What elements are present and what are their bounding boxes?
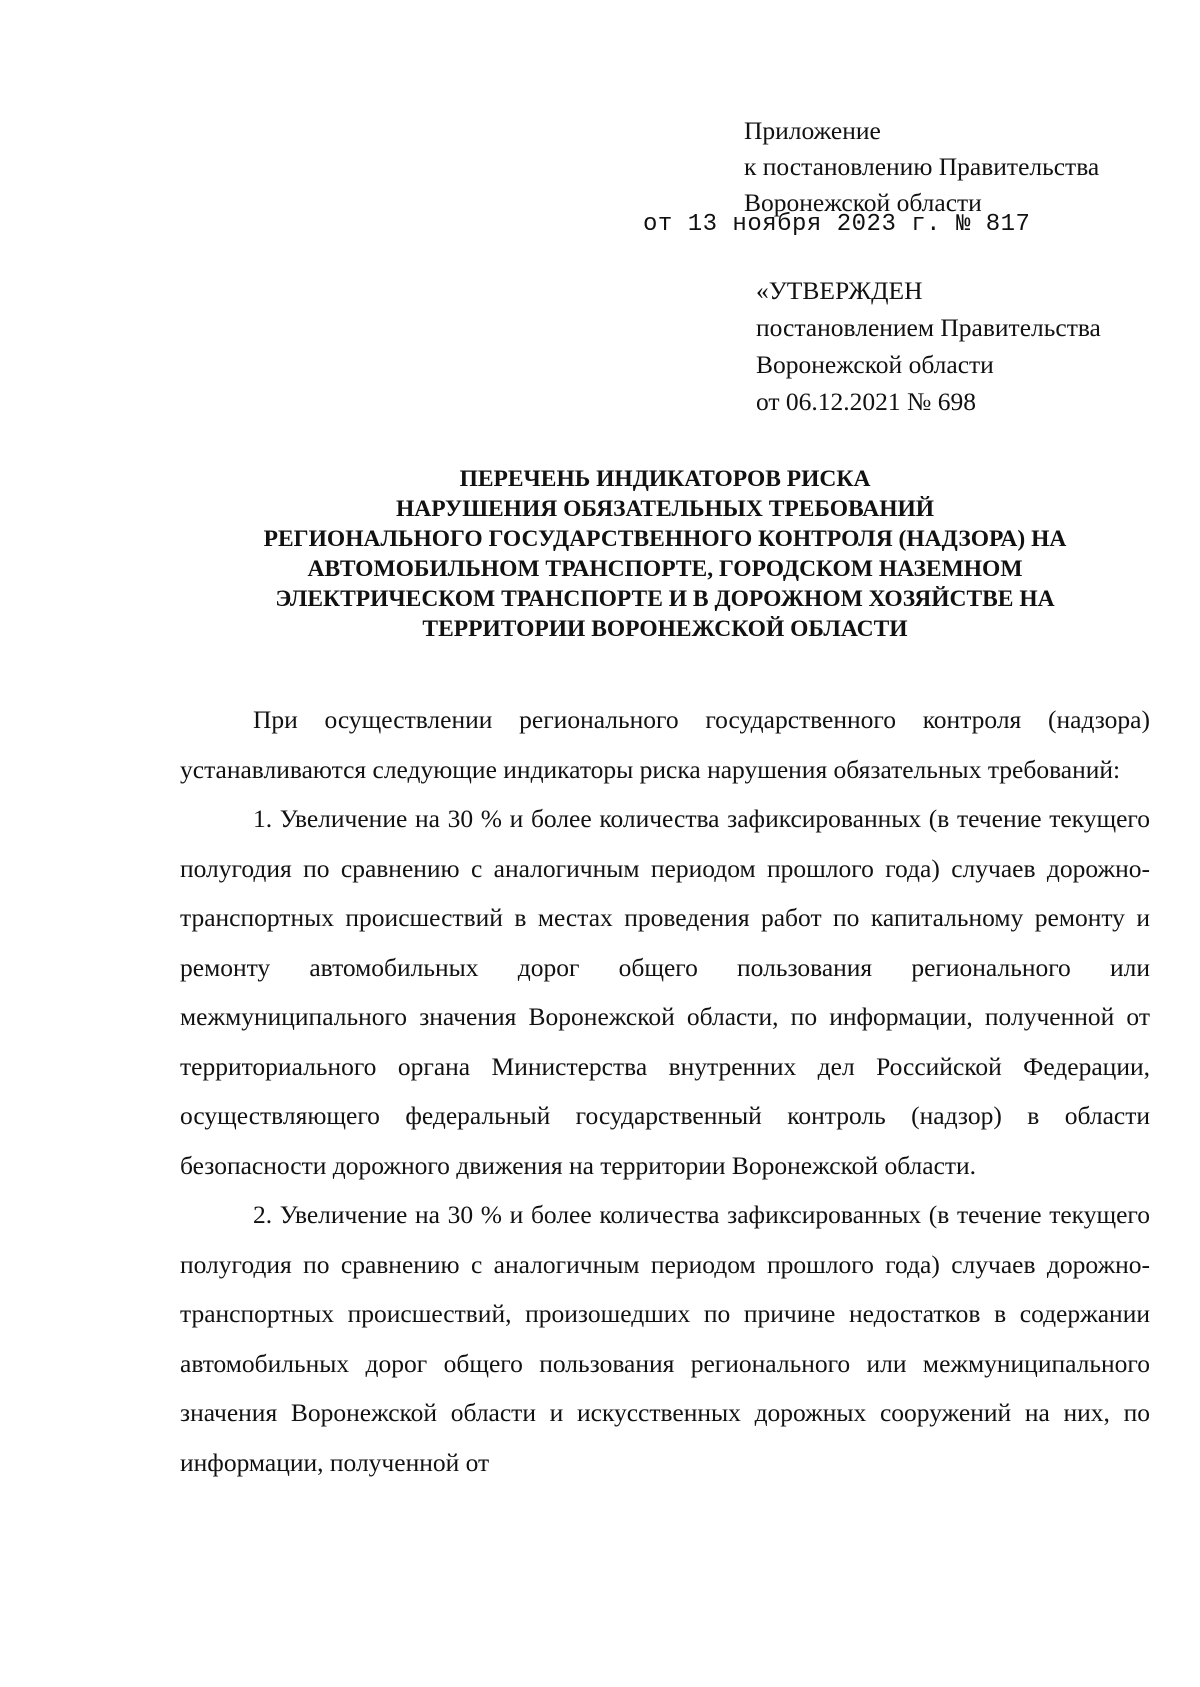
intro-paragraph: При осуществлении регионального государственного контроля (надзора) устанавливаются следующие индикаторы риска нарушения обязательных требований: (180, 705, 1150, 784)
title-line: ПЕРЕЧЕНЬ ИНДИКАТОРОВ РИСКА (459, 466, 871, 492)
title-line: ТЕРРИТОРИИ ВОРОНЕЖСКОЙ ОБЛАСТИ (422, 616, 908, 642)
approval-line-3: Воронежской области (756, 350, 994, 379)
title-line: НАРУШЕНИЯ ОБЯЗАТЕЛЬНЫХ ТРЕБОВАНИЙ (395, 496, 935, 522)
resolution-date-number: от 13 ноября 2023 г. № 817 (643, 211, 1031, 238)
approval-line-4: от 06.12.2021 № 698 (756, 387, 977, 416)
title-line: АВТОМОБИЛЬНОМ ТРАНСПОРТЕ, ГОРОДСКОМ НАЗЕМНОМ (307, 556, 1023, 582)
document-title (180, 464, 1150, 644)
appendix-line-1: Приложение (744, 116, 881, 145)
title-line: РЕГИОНАЛЬНОГО ГОСУДАРСТВЕННОГО КОНТРОЛЯ (НАДЗОРА) НА (263, 526, 1067, 552)
appendix-line-3: Воронежской области (744, 188, 982, 217)
title-line: ЭЛЕКТРИЧЕСКОМ ТРАНСПОРТЕ И В ДОРОЖНОМ ХОЗЯЙСТВЕ НА (275, 586, 1055, 612)
appendix-line-2: к постановлению Правительства (744, 152, 1100, 181)
approval-block (756, 272, 1101, 420)
approval-line-2: постановлением Правительства (756, 313, 1101, 342)
appendix-header (744, 113, 1099, 221)
approval-line-1: «УТВЕРЖДЕН (756, 276, 923, 305)
indicator-item-2: 2. Увеличение на 30 % и более количества зафиксированных (в течение текущего полугодия по сравнению с аналогичным периодом прошлого года) случаев дорожно-транспортных происшествий, произошедших по причине недостатков в содержании автомобильных дорог общего пользования регионального или межмуниципального значения Воронежской области и искусственных дорожных сооружений на них, по информации, полученной от (180, 1200, 1150, 1477)
indicator-item-1: 1. Увеличение на 30 % и более количества зафиксированных (в течение текущего полугодия по сравнению с аналогичным периодом прошлого года) случаев дорожно-транспортных происшествий в местах проведения работ по капитальному ремонту и ремонту автомобильных дорог общего пользования регионального или межмуниципального значения Воронежской области, по информации, полученной от территориального органа Министерства внутренних дел Российской Федерации, осуществляющего федеральный государственный контроль (надзор) в области безопасности дорожного движения на территории Воронежской области. (180, 804, 1150, 1180)
document-body (180, 695, 1150, 1487)
